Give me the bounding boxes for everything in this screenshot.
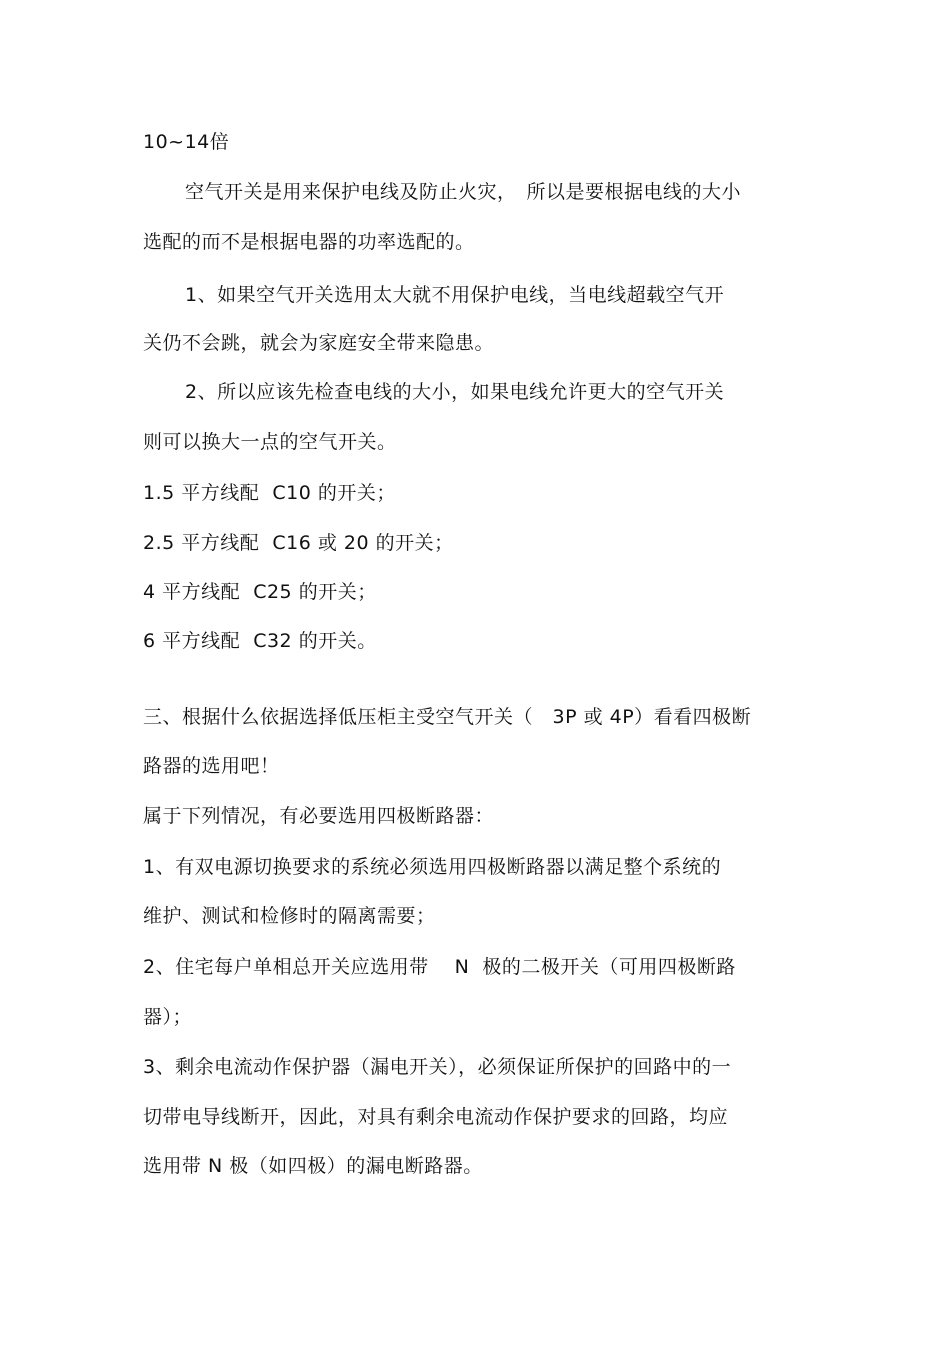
text-line-15: 1、有双电源切换要求的系统必须选用四极断路器以满足整个系统的 [143,856,722,878]
text-line-2: 空气开关是用来保护电线及防止火灾， 所以是要根据电线的大小 [185,181,742,203]
text-line-20: 切带电导线断开，因此，对具有剩余电流动作保护要求的回路，均应 [143,1106,729,1128]
text-line-11: 6 平方线配 C32 的开关。 [143,630,377,652]
text-line-17: 2、住宅每户单相总开关应选用带 N 极的二极开关（可用四极断路 [143,956,736,978]
text-line-16: 维护、测试和检修时的隔离需要； [143,905,436,927]
text-line-3: 选配的而不是根据电器的功率选配的。 [143,231,475,253]
text-line-7: 则可以换大一点的空气开关。 [143,431,397,453]
text-line-12: 三、根据什么依据选择低压柜主受空气开关（ 3P 或 4P）看看四极断 [143,706,752,728]
text-line-18: 器）； [143,1006,193,1028]
text-line-8: 1.5 平方线配 C10 的开关； [143,482,396,504]
text-line-13: 路器的选用吧！ [143,755,280,777]
text-line-5: 关仍不会跳，就会为家庭安全带来隐患。 [143,332,495,354]
text-line-1: 10~14倍 [143,131,230,153]
text-line-9: 2.5 平方线配 C16 或 20 的开关； [143,532,454,554]
text-line-4: 1、如果空气开关选用太大就不用保护电线，当电线超载空气开 [185,284,725,306]
text-line-6: 2、所以应该先检查电线的大小，如果电线允许更大的空气开关 [185,381,725,403]
text-line-19: 3、剩余电流动作保护器（漏电开关），必须保证所保护的回路中的一 [143,1056,732,1078]
text-line-14: 属于下列情况，有必要选用四极断路器： [143,805,495,827]
text-line-21: 选用带 N 极（如四极）的漏电断路器。 [143,1155,483,1177]
text-line-10: 4 平方线配 C25 的开关； [143,581,377,603]
